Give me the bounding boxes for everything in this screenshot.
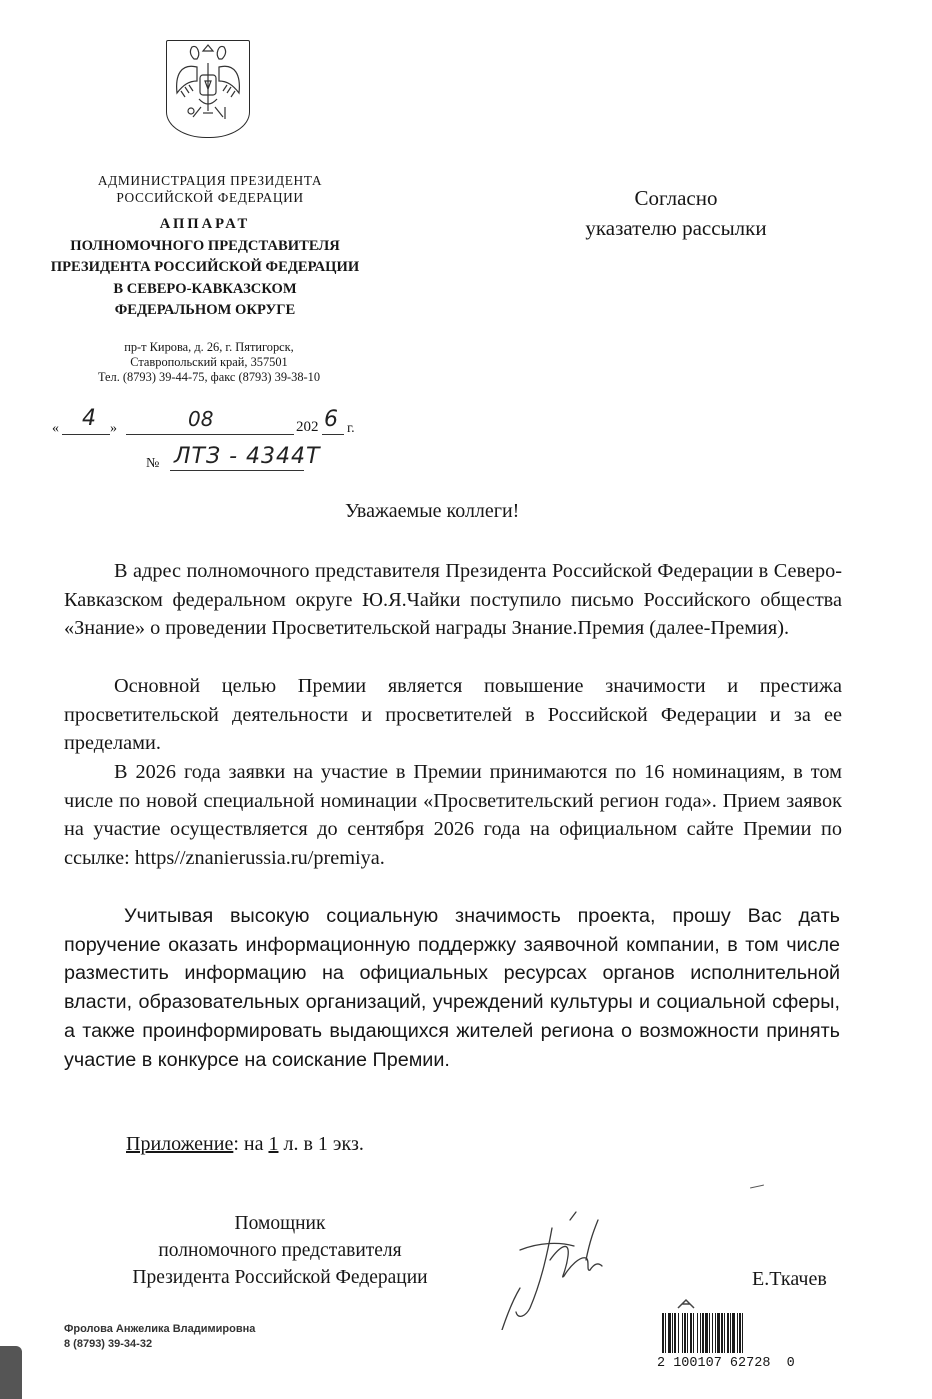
header-org-line1: ПОЛНОМОЧНОГО ПРЕДСТАВИТЕЛЯ	[70, 237, 340, 254]
attachment-text-a: : на	[233, 1133, 269, 1155]
barcode-bar	[700, 1313, 701, 1353]
signer-name: Е.Ткачев	[752, 1268, 827, 1290]
barcode-mark-icon	[676, 1298, 696, 1310]
executor-name: Фролова Анжелика Владимировна	[64, 1323, 256, 1335]
barcode-bar	[705, 1313, 708, 1353]
signer-position-line3: Президента Российской Федерации	[132, 1267, 428, 1288]
barcode-bar	[730, 1313, 731, 1353]
barcode-bar	[662, 1313, 664, 1353]
barcode-bar	[732, 1313, 735, 1353]
date-open-quote: «	[52, 421, 59, 436]
signer-position-line1: Помощник	[234, 1213, 326, 1234]
barcode-bar	[721, 1313, 723, 1353]
barcode-bar	[739, 1313, 741, 1353]
barcode-bar	[678, 1313, 679, 1353]
number-value: ЛТЗ - 4344Т	[174, 444, 321, 469]
handwritten-signature	[490, 1180, 640, 1330]
paragraph-4: Учитывая высокую социальную значимость проекта, прошу Вас дать поручение оказать информационную поддержку заявочной компании, в том числе разместить информацию на официальных ресурсах органов исполнительной власти, образовательных организаций, учреждений культуры и социальной сферы, а также проинформировать выдающихся жителей региона о возможности принять участие в конкурсе на соискание Премии.	[64, 905, 840, 1071]
barcode-bar	[672, 1313, 673, 1353]
barcode-bar	[687, 1313, 688, 1353]
barcode-bar	[665, 1313, 666, 1353]
header-address-line1: пр-т Кирова, д. 26, г. Пятигорск,	[124, 340, 294, 354]
barcode-bar	[693, 1313, 694, 1353]
header-address-line2: Ставропольский край, 357501	[130, 355, 288, 369]
attachment-sheets: 1	[268, 1133, 279, 1155]
recipient-line1: Согласно	[634, 186, 718, 210]
executor-phone: 8 (8793) 39-34-32	[64, 1338, 153, 1350]
date-line	[52, 406, 372, 438]
salutation: Уважаемые коллеги!	[345, 500, 520, 522]
barcode-bar	[709, 1313, 710, 1353]
paragraph-1: В адрес полномочного представителя Президента Российской Федерации в Северо-Кавказском федеральном округе Ю.Я.Чайки поступило письмо Российского общества «Знание» о проведении Просветительской награды Знание.Премия (далее-Премия).	[64, 560, 842, 640]
paragraph-3: В 2026 года заявки на участие в Премии принимаются по 16 номинациям, в том числе по новой специальной номинации «Просветительский регион года». Прием заявок на участие осуществляется до сентября 2026 года на официальном сайте Премии по ссылке: https//znanierussia.ru/premiya.	[64, 761, 842, 870]
barcode-bar	[715, 1313, 716, 1353]
barcode-bar	[717, 1313, 720, 1353]
header-phone-line: Тел. (8793) 39-44-75, факс (8793) 39-38-10	[97, 370, 321, 384]
attachment-line	[126, 1133, 364, 1156]
barcode-bar	[737, 1313, 738, 1353]
barcode-bar	[742, 1313, 743, 1353]
header-apparat: АППАРАТ	[159, 216, 251, 232]
scan-edge-strip	[0, 1346, 22, 1399]
barcode-bar	[727, 1313, 729, 1353]
barcode-bar	[674, 1313, 676, 1353]
double-headed-eagle-icon	[167, 41, 249, 137]
barcode-bar	[684, 1313, 686, 1353]
date-month: 08	[188, 407, 214, 431]
recipient-line2: указателю рассылки	[585, 216, 767, 240]
header-admin-line1: АДМИНИСТРАЦИЯ ПРЕЗИДЕНТА	[97, 173, 323, 188]
registration-number	[146, 446, 366, 476]
number-label: №	[146, 456, 160, 471]
date-year-prefix: 202	[296, 419, 319, 435]
barcode-bar	[724, 1313, 725, 1353]
barcode-number: 2 100107 62728 0	[657, 1356, 795, 1371]
barcode-bar	[712, 1313, 713, 1353]
header-org-line3: В СЕВЕРО-КАВКАЗСКОМ	[113, 280, 297, 297]
header-org-line2: ПРЕЗИДЕНТА РОССИЙСКОЙ ФЕДЕРАЦИИ	[50, 259, 360, 275]
document-barcode	[660, 1313, 790, 1355]
paragraph-2: Основной целью Премии является повышение значимости и престижа просветительской деятельности и просветителей в Российской Федерации и за ее пределами.	[64, 675, 842, 755]
date-year-digit: 6	[324, 407, 338, 432]
barcode-bar	[702, 1313, 704, 1353]
attachment-label: Приложение	[126, 1133, 234, 1155]
signer-position-line2: полномочного представителя	[158, 1240, 402, 1261]
barcode-bar	[668, 1313, 671, 1353]
header-admin-line2: РОССИЙСКОЙ ФЕДЕРАЦИИ	[116, 190, 304, 205]
barcode-bar	[690, 1313, 692, 1353]
date-day: 4	[82, 406, 96, 431]
date-close-quote: »	[110, 421, 117, 436]
date-year-suffix: г.	[347, 421, 355, 436]
barcode-bar	[682, 1313, 683, 1353]
state-emblem	[166, 40, 250, 138]
attachment-text-b: л. в 1 экз.	[278, 1133, 364, 1155]
barcode-bar	[697, 1313, 698, 1353]
header-org-line4: ФЕДЕРАЛЬНОМ ОКРУГЕ	[114, 302, 296, 318]
